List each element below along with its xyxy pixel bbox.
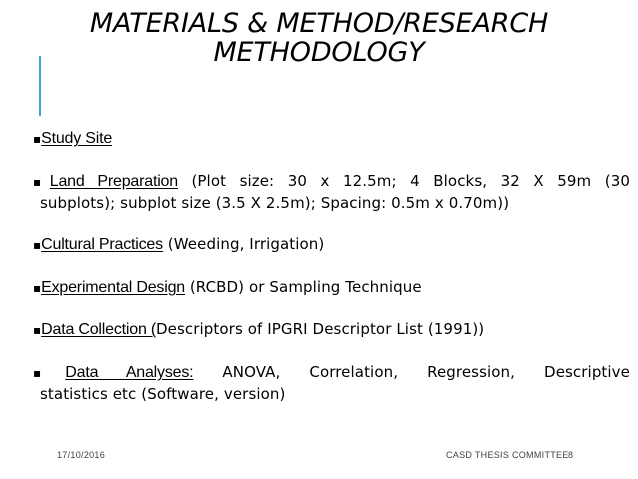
bullet-square-icon: ▪: [33, 238, 42, 252]
bullet-label: Experimental Design: [41, 279, 185, 296]
bullet-square-icon: ▪: [33, 366, 66, 380]
bullet-label: Cultural Practices: [41, 236, 163, 253]
bullet-label: Data Analyses:: [65, 364, 194, 381]
footer-committee: CASD THESIS COMMITTEE: [446, 450, 569, 460]
bullet-label: Study Site: [41, 130, 113, 147]
bullet-cultural-practices: [33, 234, 630, 256]
bullet-label: Data Collection (: [41, 321, 157, 338]
slide-title-line-1: MATERIALS & METHOD/RESEARCH: [89, 8, 549, 39]
bullet-square-icon: ▪: [33, 323, 42, 337]
bullet-square-icon: ▪: [33, 175, 50, 189]
footer-date: 17/10/2016: [57, 450, 106, 460]
bullet-label: Land Preparation: [49, 173, 178, 190]
bullet-first-line: [33, 362, 630, 384]
bullet-first-line: [33, 171, 630, 193]
bullet-square-icon: ▪: [33, 281, 42, 295]
bullet-square-icon: ▪: [33, 132, 42, 146]
bullet-description: (RCBD) or Sampling Technique: [184, 278, 422, 296]
slide-title-line-2: METHODOLOGY: [213, 37, 425, 68]
bullet-land-preparation: [33, 171, 630, 214]
bullet-description: (Weeding, Irrigation): [162, 235, 325, 253]
bullet-data-collection: [33, 319, 630, 341]
bullet-description: ANOVA, Correlation, Regression, Descriptive: [193, 363, 630, 381]
slide-title: [0, 9, 638, 67]
bullet-continuation: statistics etc (Software, version): [40, 385, 286, 403]
footer-page-number: 8: [568, 450, 574, 460]
bullet-continuation: subplots); subplot size (3.5 X 2.5m); Spacing: 0.5m x 0.70m)): [40, 194, 510, 212]
accent-bar: [39, 56, 41, 116]
bullet-data-analyses: [33, 362, 630, 405]
bullet-description: Descriptors of IPGRI Descriptor List (1991)): [156, 320, 485, 338]
bullet-experimental-design: [33, 277, 630, 299]
bullet-study-site: [33, 128, 630, 150]
bullet-description: (Plot size: 30 x 12.5m; 4 Blocks, 32 X 59m (30: [177, 172, 630, 190]
